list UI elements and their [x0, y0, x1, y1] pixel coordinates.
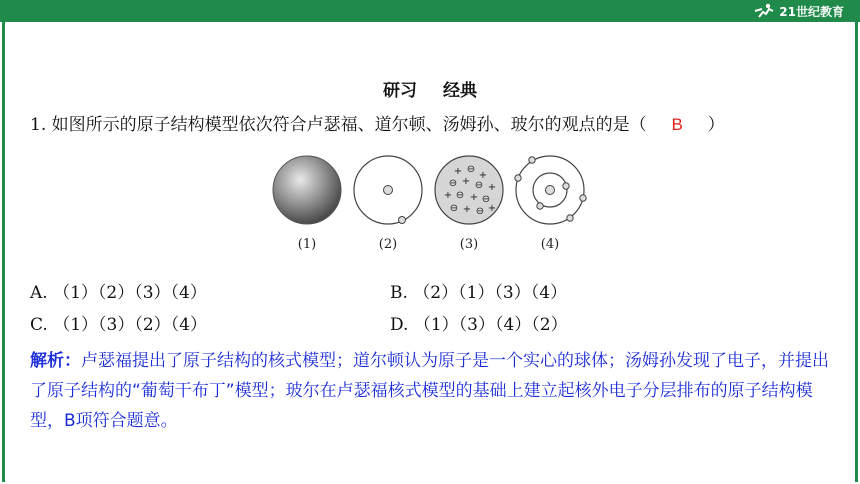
- brand-logo-text: 21世纪教育: [779, 4, 844, 19]
- electron-sign: ⊖: [475, 206, 485, 217]
- electron-sign: ⊖: [481, 194, 491, 205]
- electron-sign: ⊖: [455, 190, 465, 201]
- positive-charge-sign: +: [469, 192, 479, 203]
- brand-logo: [753, 2, 844, 20]
- figure-label-2: (2): [378, 237, 398, 252]
- model-4-bohr-model: [515, 156, 586, 224]
- figure-label-3: (3): [459, 237, 479, 252]
- answer-mark: B: [671, 115, 683, 134]
- figure-label-1: (1): [297, 237, 317, 252]
- section-heading: [0, 76, 860, 101]
- option-c: C. （1）（3）（2）（4）: [30, 315, 207, 335]
- heading-part2: 经典: [443, 81, 477, 101]
- option-a: A. （1）（2）（3）（4）: [30, 283, 207, 303]
- positive-charge-sign: +: [487, 182, 497, 193]
- model-3-plum-pudding: [435, 156, 503, 224]
- figure-label-4: (4): [540, 237, 560, 252]
- positive-charge-sign: +: [478, 170, 488, 181]
- analysis-label: 解析：: [30, 351, 81, 371]
- positive-charge-sign: +: [487, 203, 497, 214]
- model-2-nuclear-model: [354, 156, 422, 224]
- positive-charge-sign: +: [462, 204, 472, 215]
- electron-sign: ⊖: [474, 180, 484, 191]
- positive-charge-sign: +: [453, 166, 463, 177]
- question-text: [30, 110, 725, 135]
- analysis-block: [30, 346, 830, 436]
- option-d: D. （1）（3）（4）（2）: [390, 315, 568, 335]
- positive-charge-sign: +: [461, 176, 471, 187]
- electron-sign: ⊖: [449, 203, 459, 214]
- electron-sign: ⊖: [448, 178, 458, 189]
- atom-models-figure: [270, 152, 590, 262]
- question-close: ）: [707, 115, 725, 135]
- runner-icon: [753, 3, 775, 19]
- option-b: B. （2）（1）（3）（4）: [390, 283, 568, 303]
- header-bar: [0, 0, 860, 22]
- positive-charge-sign: +: [443, 190, 453, 201]
- question-stem: 1. 如图所示的原子结构模型依次符合卢瑟福、道尔顿、汤姆孙、玻尔的观点的是（: [30, 115, 647, 135]
- heading-part1: 研习: [383, 81, 417, 101]
- electron-sign: ⊖: [466, 164, 476, 175]
- model-1-solid-sphere: [273, 156, 341, 224]
- analysis-text: 卢瑟福提出了原子结构的核式模型；道尔顿认为原子是一个实心的球体；汤姆孙发现了电子，并提出了原子结构的“葡萄干布丁”模型；玻尔在卢瑟福核式模型的基础上建立起核外电子分层排布的原子结构模型，B项符合题意。: [30, 351, 829, 431]
